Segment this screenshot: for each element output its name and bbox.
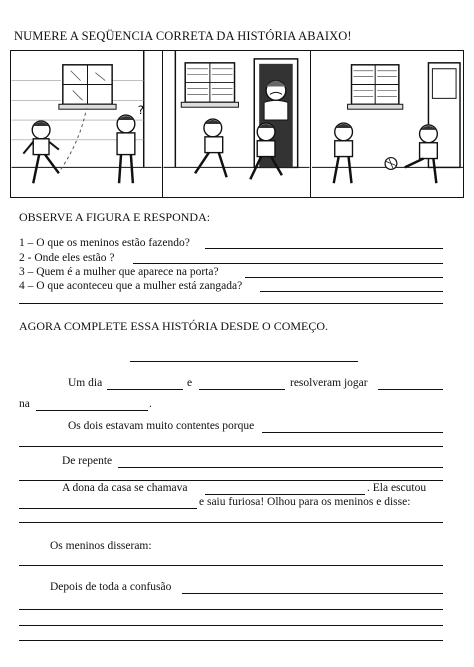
svg-text:?: ?: [137, 103, 145, 118]
story-e: e: [187, 377, 193, 389]
question-3: 3 – Quem é a mulher que aparece na porta?: [19, 266, 219, 278]
answer-line-4-extra[interactable]: [19, 303, 443, 304]
question-1: 1 – O que os meninos estão fazendo?: [19, 237, 190, 249]
story-boys-said-line[interactable]: [19, 565, 443, 566]
comic-panel-3: [311, 51, 465, 197]
answer-line-1[interactable]: [205, 248, 443, 249]
story-name-2-line[interactable]: [199, 389, 285, 390]
story-um-dia: Um dia: [68, 377, 103, 389]
story-title-line[interactable]: [130, 361, 358, 362]
story-contentes: Os dois estavam muito contentes porque: [68, 420, 255, 432]
story-said-line[interactable]: [19, 522, 443, 523]
story-after-line-4[interactable]: [19, 640, 443, 641]
story-suddenly-line[interactable]: [118, 467, 443, 468]
story-because-line-2[interactable]: [19, 446, 443, 447]
answer-line-4[interactable]: [260, 291, 443, 292]
story-owner-name-line[interactable]: [205, 494, 365, 495]
story-depois: Depois de toda a confusão: [50, 581, 172, 593]
story-de-repente: De repente: [62, 455, 113, 467]
story-na: na: [19, 398, 30, 410]
boys-playing-ball-illustration: [311, 51, 465, 197]
story-because-line[interactable]: [262, 432, 443, 433]
observe-heading: OBSERVE A FIGURA E RESPONDA:: [19, 210, 211, 224]
story-suddenly-line-2[interactable]: [19, 480, 443, 481]
story-place-line[interactable]: [36, 410, 148, 411]
woman-at-door-boys-running-illustration: [163, 51, 310, 197]
story-after-line[interactable]: [182, 593, 443, 594]
question-4: 4 – O que aconteceu que a mulher está zangada?: [19, 280, 243, 292]
answer-line-3[interactable]: [245, 277, 443, 278]
story-heard-line[interactable]: [19, 508, 197, 509]
comic-panel-2: [163, 51, 311, 197]
story-after-line-3[interactable]: [19, 625, 443, 626]
story-heading: AGORA COMPLETE ESSA HISTÓRIA DESDE O COMEÇO.: [19, 319, 329, 333]
story-meninos-disseram: Os meninos disseram:: [50, 540, 152, 552]
comic-strip: [10, 50, 464, 198]
story-game-line[interactable]: [378, 389, 443, 390]
story-after-line-2[interactable]: [19, 609, 443, 610]
story-ela-escutou: . Ela escutou: [367, 482, 427, 494]
story-dona: A dona da casa se chamava: [62, 482, 188, 494]
page-title: NUMERE A SEQÜENCIA CORRETA DA HISTÓRIA ABAIXO!: [14, 29, 352, 43]
question-2: 2 - Onde eles estão ?: [19, 252, 115, 264]
comic-panel-1: [11, 51, 163, 197]
answer-line-2[interactable]: [133, 263, 443, 264]
boys-kicking-ball-near-window-illustration: [11, 51, 162, 197]
story-name-1-line[interactable]: [107, 389, 183, 390]
story-resolveram: resolveram jogar: [290, 377, 368, 389]
story-saiu-furiosa: e saiu furiosa! Olhou para os meninos e disse:: [199, 496, 411, 508]
story-period: .: [149, 398, 152, 410]
